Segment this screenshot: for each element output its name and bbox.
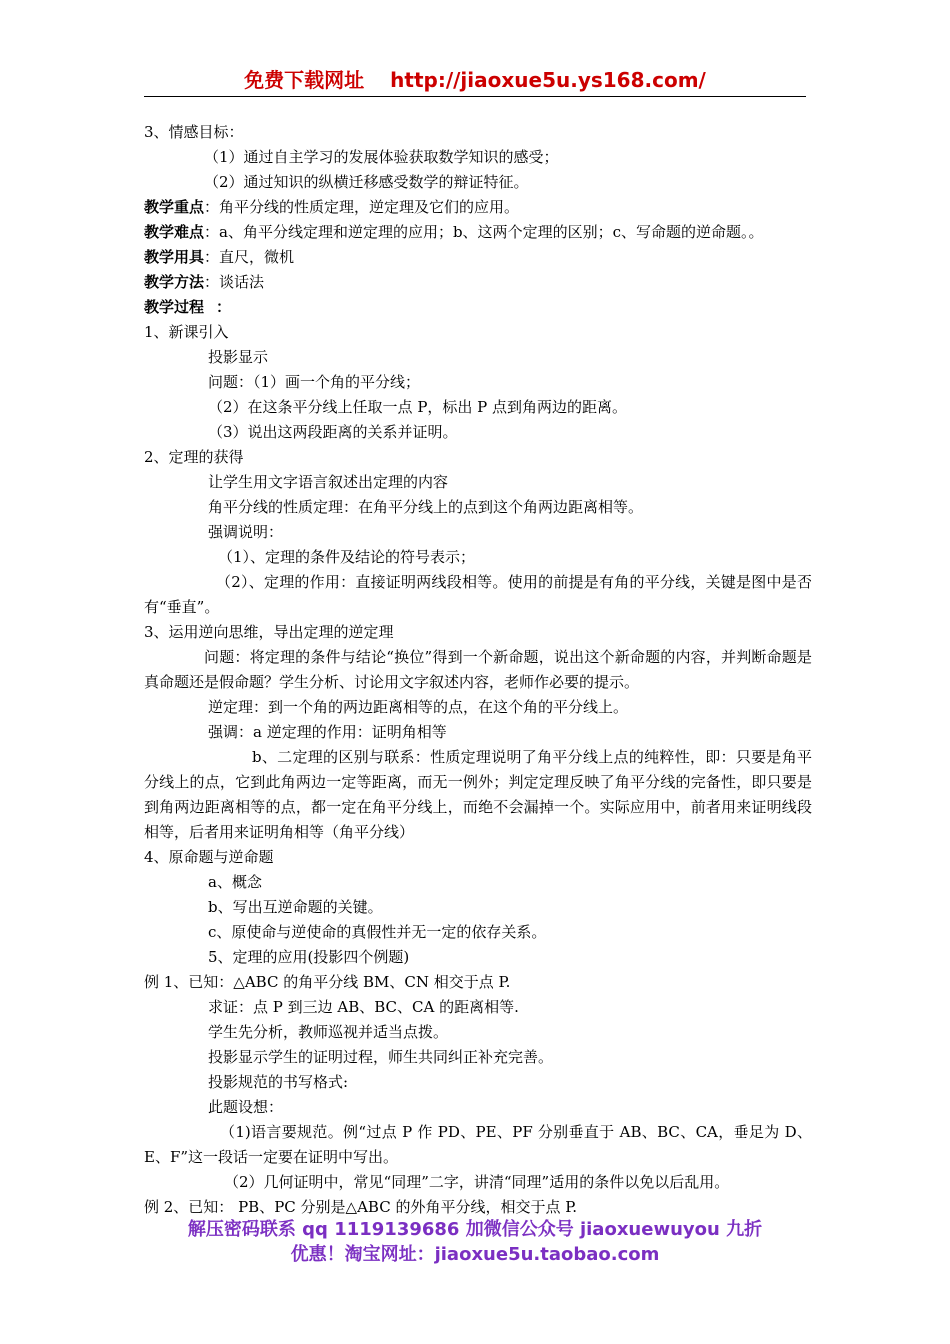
header-site-label: 免费下载网址 (244, 68, 365, 92)
text-line: 投影规范的书写格式: (208, 1073, 349, 1091)
section-label: 教学用具 (144, 248, 205, 266)
text-line: 2、定理的获得 (144, 448, 244, 466)
text-line: 3、运用逆向思维，导出定理的逆定理 (144, 623, 394, 641)
document-body (144, 120, 812, 1220)
text-line: 3、情感目标： (144, 123, 244, 141)
text-line: 强调说明： (208, 523, 284, 541)
text-line: 1、新课引入 (144, 323, 229, 341)
text-line: （2）通过知识的纵横迁移感受数学的辩证特征。 (204, 173, 529, 191)
section-label: 教学重点 (144, 198, 205, 216)
text-line: 强调：a 逆定理的作用：证明角相等 (208, 723, 447, 741)
text-line: 5、定理的应用(投影四个例题) (208, 948, 410, 966)
text-line (144, 220, 812, 245)
text-line (144, 295, 812, 320)
text-paragraph: （1)语言要规范。例“过点 P 作 PD、PE、PF 分别垂直于 AB、BC、CA，垂足为 D、E、F”这一段话一定要在证明中写出。 (144, 1123, 812, 1166)
text-line: 例 1、已知：△ABC 的角平分线 BM、CN 相交于点 P. (144, 973, 511, 991)
text-line: 逆定理：到一个角的两边距离相等的点，在这个角的平分线上。 (208, 698, 629, 716)
text-line: a、概念 (208, 873, 262, 891)
text-line (144, 270, 812, 295)
text-line: 投影显示 (208, 348, 269, 366)
page-footer (144, 1217, 806, 1267)
text-line: 问题：（1）画一个角的平分线； (208, 373, 421, 391)
text-line (144, 195, 812, 220)
text-paragraph: 问题：将定理的条件与结论“换位”得到一个新命题，说出这个新命题的内容，并判断命题是真命题还是假命题？学生分析、讨论用文字叙述内容，老师作必要的提示。 (144, 648, 812, 691)
text-line: 4、原命题与逆命题 (144, 848, 274, 866)
text-line: 此题设想： (208, 1098, 284, 1116)
section-text: ：a、角平分线定理和逆定理的应用；b、这两个定理的区别；c、写命题的逆命题。。 (204, 223, 764, 241)
text-line: （2）几何证明中，常见“同理”二字，讲清“同理”适用的条件以免以后乱用。 (224, 1173, 730, 1191)
text-line: （2）在这条平分线上任取一点 P，标出 P 点到角两边的距离。 (208, 398, 628, 416)
section-label: 教学过程 (144, 298, 205, 316)
page-header (144, 66, 806, 97)
text-line: 学生先分析，教师巡视并适当点拨。 (208, 1023, 449, 1041)
text-line: （1）通过自主学习的发展体验获取数学知识的感受； (204, 148, 559, 166)
text-line: （1）、定理的条件及结论的符号表示； (218, 548, 476, 566)
text-line: b、写出互逆命题的关键。 (208, 898, 383, 916)
section-text: ：谈话法 (204, 273, 265, 291)
text-line (144, 245, 812, 270)
footer-line-2: 优惠！淘宝网址：jiaoxue5u.taobao.com (290, 1244, 660, 1265)
footer-line-1: 解压密码联系 qq 1119139686 加微信公众号 jiaoxuewuyou 九折 (187, 1219, 763, 1240)
text-line: （3）说出这两段距离的关系并证明。 (208, 423, 458, 441)
section-text: ： (216, 298, 232, 316)
section-text: ：角平分线的性质定理，逆定理及它们的应用。 (204, 198, 520, 216)
text-paragraph: （2）、定理的作用：直接证明两线段相等。使用的前提是有角的平分线，关键是图中是否有“垂直”。 (144, 573, 812, 616)
text-line: 让学生用文字语言叙述出定理的内容 (208, 473, 449, 491)
text-line: 角平分线的性质定理：在角平分线上的点到这个角两边距离相等。 (208, 498, 644, 516)
section-label: 教学方法 (144, 273, 205, 291)
section-text: ：直尺，微机 (204, 248, 295, 266)
section-label: 教学难点 (144, 223, 205, 241)
text-line: 例 2、已知： PB、PC 分别是△ABC 的外角平分线，相交于点 P. (144, 1198, 578, 1216)
header-url-link[interactable]: http://jiaoxue5u.ys168.com/ (390, 68, 706, 92)
text-line: 投影显示学生的证明过程，师生共同纠正补充完善。 (208, 1048, 554, 1066)
text-line: 求证：点 P 到三边 AB、BC、CA 的距离相等. (208, 998, 519, 1016)
text-paragraph: b、二定理的区别与联系：性质定理说明了角平分线上点的纯粹性，即：只要是角平分线上的点，它到此角两边一定等距离，而无一例外；判定定理反映了角平分线的完备性，即只要是到角两边距离相等的点，都一定在角平分线上，而绝不会漏掉一个。实际应用中，前者用来证明线段相等，后者用来证明角相等（角平分线） (144, 748, 812, 841)
text-line: c、原使命与逆使命的真假性并无一定的依存关系。 (208, 923, 547, 941)
